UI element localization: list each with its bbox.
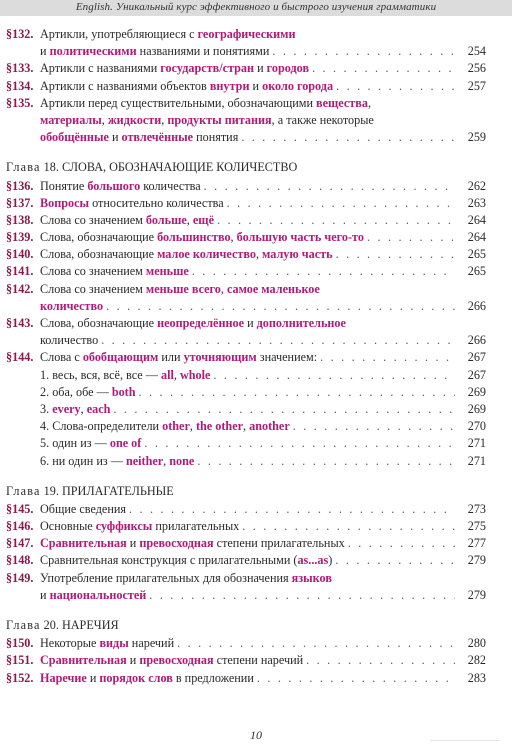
entry-text [40,384,458,401]
entry-text-segment: , [230,230,237,245]
toc-entry[interactable] [0,349,512,366]
entry-text [40,129,458,146]
entry-text-segment: значением: [256,350,318,365]
entry-text-segment: Слова со значением [40,212,146,227]
entry-text [40,367,458,384]
entry-text-segment: , [220,281,227,296]
highlighted-term: материалы [40,112,102,127]
entry-text-segment: наречий [128,636,175,651]
entry-text [40,652,458,669]
dot-leader [106,298,455,315]
entry-text-segment: Слова со значением [40,264,146,279]
entry-text-segment: 2. оба, обе — [40,384,112,399]
dot-leader [204,178,455,195]
highlighted-term: Наречие [40,670,87,685]
chapter-heading-20 [0,617,512,634]
highlighted-term: one of [109,436,142,451]
page-ref: 257 [467,78,486,93]
entry-text [40,332,458,349]
entry-text [40,60,458,77]
entry-text-segment: и [126,536,140,551]
section-number: §143. [6,316,34,330]
highlighted-term: большую часть чего-то [236,230,364,245]
highlighted-term: суффиксы [95,519,153,534]
section-number: §133. [6,61,34,76]
entry-text-segment: и [254,61,267,76]
entry-text-segment: Артикли, употребляющиеся с [40,27,198,41]
entry-text-segment: степени наречий [213,653,304,668]
highlighted-term: превосходная [139,653,214,668]
section-number: §145. [6,501,34,516]
dot-leader [139,384,455,401]
page-ref: 270 [467,419,486,434]
highlighted-term: whole [179,367,211,382]
highlighted-term: порядок слов [99,670,173,685]
section-number: §150. [6,636,34,651]
section-number: §148. [6,553,34,568]
highlighted-term: около города [262,78,334,93]
page-ref: 271 [467,436,486,451]
toc-entry[interactable] [0,652,512,669]
highlighted-term: Сравнительная [40,653,127,668]
toc-entry[interactable] [0,212,512,229]
page-ref: 275 [467,519,486,534]
chapter-prefix: Глава [6,618,41,632]
chapter-title: 19. ПРИЛАГАТЕЛЬНЫЕ [40,483,174,498]
entry-text [40,418,458,435]
dot-leader [336,246,455,263]
dot-leader [320,349,455,366]
highlighted-term: самое маленькое [226,281,320,296]
entry-text-segment: и [126,653,140,668]
highlighted-term: неопределённое [157,316,245,330]
highlighted-term: большинство [157,230,231,245]
toc-entry[interactable] [0,384,512,401]
dot-leader [312,60,455,77]
toc-entry[interactable] [0,367,512,384]
toc-section-chapter18 [0,178,512,470]
entry-text-segment: и [40,587,50,602]
entry-text-segment: Сравнительная конструкция с прилагательными ( [40,553,298,568]
entry-text-segment: Артикли с названиями [40,61,161,76]
page-ref: 267 [467,350,486,365]
entry-text [40,570,486,587]
highlighted-term: every [52,401,81,416]
entry-text-segment: 4. Слова-определители [40,419,163,434]
entry-text-segment: относительно количества [89,195,224,210]
section-number: §136. [6,178,34,193]
entry-text-segment: и [108,130,122,145]
toc-entry[interactable] [0,401,512,418]
toc-section-chapter19 [0,501,512,604]
page-ref: 273 [467,501,486,516]
dot-leader [306,652,455,669]
chapter-title: 18. СЛОВА, ОБОЗНАЧАЮЩИЕ КОЛИЧЕСТВО [40,160,298,175]
page-ref: 266 [467,298,486,313]
dot-leader [213,367,455,384]
page-ref: 279 [467,587,486,602]
highlighted-term: городов [266,61,310,76]
highlighted-term: обобщающим [82,350,159,365]
entry-text-segment: названиями и понятиями [136,44,270,59]
dot-leader [217,212,455,229]
entry-text-segment: , [186,212,193,227]
page-ref: 263 [467,195,486,210]
dot-leader [113,401,455,418]
toc-entry[interactable] [0,635,512,652]
highlighted-term: меньше [145,264,189,279]
entry-text-segment: и [86,670,100,685]
entry-text-segment: Некоторые [40,636,100,651]
toc-entry[interactable] [0,78,512,95]
entry-text-segment: Общие сведения [40,501,126,516]
entry-text-segment: Слова, обозначающие [40,316,158,330]
entry-text-segment: , [161,112,168,127]
entry-text-segment: , [80,401,87,416]
entry-text [40,349,458,366]
entry-text-segment: , [163,453,170,468]
toc-entry[interactable] [0,26,512,43]
dot-leader [367,229,455,246]
chapter-title: 20. НАРЕЧИЯ [40,618,119,632]
highlighted-term: Вопросы [40,195,90,210]
entry-text-segment: ) [328,553,333,568]
toc-entry[interactable] [0,435,512,452]
entry-text [40,518,458,535]
dot-leader [335,552,455,569]
section-number: §139. [6,230,34,245]
toc-entry[interactable] [0,418,512,435]
entry-text [40,552,458,569]
highlighted-term: ещё [192,212,214,227]
entry-text [40,315,486,332]
toc-entry[interactable] [0,332,512,349]
entry-text [40,78,458,95]
entry-text [40,178,458,195]
toc-entry[interactable] [0,129,512,146]
chapter-prefix: Глава [6,483,41,498]
entry-text-segment: , [101,112,108,127]
highlighted-term: the other [195,419,244,434]
entry-text-segment: 6. ни один из — [40,453,126,468]
page-ref: 256 [467,61,486,76]
highlighted-term: other [162,419,190,434]
entry-text-segment: , [189,419,196,434]
entry-text [40,212,458,229]
section-number: §142. [6,281,34,296]
table-of-contents [0,26,512,687]
highlighted-term: none [169,453,195,468]
highlighted-term: both [111,384,136,399]
page-ref: 280 [467,636,486,651]
toc-section-chapter17-tail [0,26,512,146]
dot-leader [257,670,455,687]
highlighted-term: языков [291,570,332,585]
section-number: §147. [6,536,34,551]
entry-text-segment: количества [140,178,201,193]
highlighted-term: вещества [316,95,368,110]
section-number: §134. [6,78,34,93]
highlighted-term: продукты питания [167,112,272,127]
entry-text [40,298,458,315]
dot-leader [129,501,455,518]
toc-entry[interactable] [0,453,512,470]
highlighted-term: neither [125,453,164,468]
toc-section-chapter20 [0,635,512,687]
toc-entry[interactable] [0,263,512,280]
page-ref: 282 [467,653,486,668]
toc-entry[interactable] [0,298,512,315]
entry-text-segment: 3. [40,401,53,416]
toc-entry[interactable] [0,246,512,263]
entry-text [40,453,458,470]
dot-leader [242,518,455,535]
highlighted-term: меньше всего [145,281,221,296]
toc-entry[interactable] [0,229,512,246]
entry-text [40,26,486,43]
dot-leader [197,453,455,470]
toc-entry[interactable] [0,281,512,298]
page-ref: 279 [467,553,486,568]
highlighted-term: дополнительное [256,316,346,330]
entry-text-segment: Артикли с названиями объектов [40,78,210,93]
section-number: §135. [6,95,34,110]
section-number: §144. [6,350,34,365]
highlighted-term: Сравнительная [40,536,127,551]
section-number: §132. [6,27,34,41]
running-header: English. Уникальный курс эффективного и быстрого изучения грамматики [0,0,512,16]
entry-text [40,535,458,552]
section-number: §137. [6,195,34,210]
entry-text-segment: и [244,316,257,330]
chapter-heading-19 [0,483,512,500]
dot-leader [144,435,455,452]
entry-text [40,670,458,687]
entry-text-segment: Слова, обозначающие [40,230,158,245]
toc-entry[interactable] [0,535,512,552]
entry-text-segment: Основные [40,519,96,534]
highlighted-term: all [160,367,174,382]
toc-entry[interactable] [0,587,512,604]
highlighted-term: малую часть [262,247,333,262]
highlighted-term: национальностей [49,587,147,602]
entry-text-segment: Артикли перед существительными, обозначающими [40,95,317,110]
entry-text [40,281,486,298]
entry-text-segment: , [367,95,371,110]
chapter-heading-18 [0,159,512,176]
page-ref: 264 [467,230,486,245]
page-ref: 269 [467,384,486,399]
entry-text [40,501,458,518]
page-ref: 283 [467,670,486,685]
chapter-prefix: Глава [6,160,41,175]
dot-leader [293,418,455,435]
highlighted-term: государств/стран [160,61,255,76]
highlighted-term: внутри [209,78,250,93]
page-ref: 267 [467,367,486,382]
entry-text [40,112,486,129]
highlighted-term: больше [145,212,187,227]
dot-leader [192,263,455,280]
highlighted-term: жидкости [107,112,162,127]
toc-entry[interactable] [0,95,512,112]
page-number: 10 [250,728,262,742]
dot-leader [227,195,455,212]
page-ref: 265 [467,264,486,279]
toc-entry[interactable] [0,43,512,60]
section-number: §141. [6,264,34,279]
highlighted-term: another [249,419,290,434]
section-number: §149. [6,570,34,585]
dot-leader [336,78,455,95]
page-ref: 259 [467,130,486,145]
dot-leader [101,332,455,349]
dot-leader [241,129,455,146]
page-ref: 254 [467,44,486,59]
page-ref: 264 [467,212,486,227]
toc-entry[interactable] [0,501,512,518]
page-ref: 277 [467,536,486,551]
section-number: §152. [6,670,34,685]
dot-leader [272,43,455,60]
entry-text-segment: понятия [193,130,239,145]
entry-text-segment: и [40,44,50,59]
entry-text-segment: Употребление прилагательных для обозначения [40,570,292,585]
entry-text [40,229,458,246]
entry-text [40,401,458,418]
entry-text-segment: в предложении [172,670,254,685]
entry-text-segment: Слова со значением [40,281,146,296]
page-ref: 265 [467,247,486,262]
dot-leader [177,635,455,652]
entry-text-segment: , а также некоторые [271,112,374,127]
toc-entry[interactable] [0,670,512,687]
entry-text-segment: 1. весь, вся, всё, все — [40,367,161,382]
page-ref: 269 [467,401,486,416]
entry-text-segment: степени прилагательных [213,536,345,551]
footer-rule [430,740,500,741]
highlighted-term: виды [99,636,129,651]
toc-entry[interactable] [0,518,512,535]
entry-text [40,635,458,652]
section-number: §146. [6,519,34,534]
entry-text [40,95,486,112]
toc-entry[interactable] [0,552,512,569]
section-number: §151. [6,653,34,668]
entry-text [40,43,458,60]
highlighted-term: превосходная [139,536,214,551]
highlighted-term: обобщённые [40,130,109,145]
toc-entry[interactable] [0,570,512,587]
entry-text-segment: и [249,78,263,93]
dot-leader [348,535,455,552]
toc-entry[interactable] [0,315,512,332]
entry-text-segment: количество [40,333,99,348]
entry-text [40,435,458,452]
entry-text-segment: Слова, обозначающие [40,247,158,262]
highlighted-term: количество [40,298,104,313]
entry-text-segment: Слова с [40,350,83,365]
page-ref: 271 [467,453,486,468]
entry-text-segment: , [243,419,250,434]
entry-text-segment: прилагательных [152,519,240,534]
toc-entry[interactable] [0,112,512,129]
entry-text-segment: 5. один из — [40,436,110,451]
toc-entry[interactable] [0,195,512,212]
section-number: §138. [6,212,34,227]
entry-text-segment: , [173,367,180,382]
highlighted-term: уточняющим [183,350,257,365]
entry-text [40,263,458,280]
toc-entry[interactable] [0,178,512,195]
highlighted-term: each [86,401,111,416]
page-ref: 262 [467,178,486,193]
page-ref: 266 [467,333,486,348]
section-number: §140. [6,247,34,262]
dot-leader [149,587,455,604]
highlighted-term: малое количество [157,247,256,262]
highlighted-term: отвлечённые [121,130,194,145]
highlighted-term: as...as [297,553,329,568]
entry-text-segment: Понятие [40,178,88,193]
highlighted-term: большого [87,178,141,193]
toc-entry[interactable] [0,60,512,77]
entry-text [40,587,458,604]
highlighted-term: географическими [197,27,296,41]
entry-text [40,246,458,263]
highlighted-term: политическими [49,44,137,59]
entry-text-segment: или [158,350,184,365]
entry-text [40,195,458,212]
entry-text-segment: , [255,247,263,262]
